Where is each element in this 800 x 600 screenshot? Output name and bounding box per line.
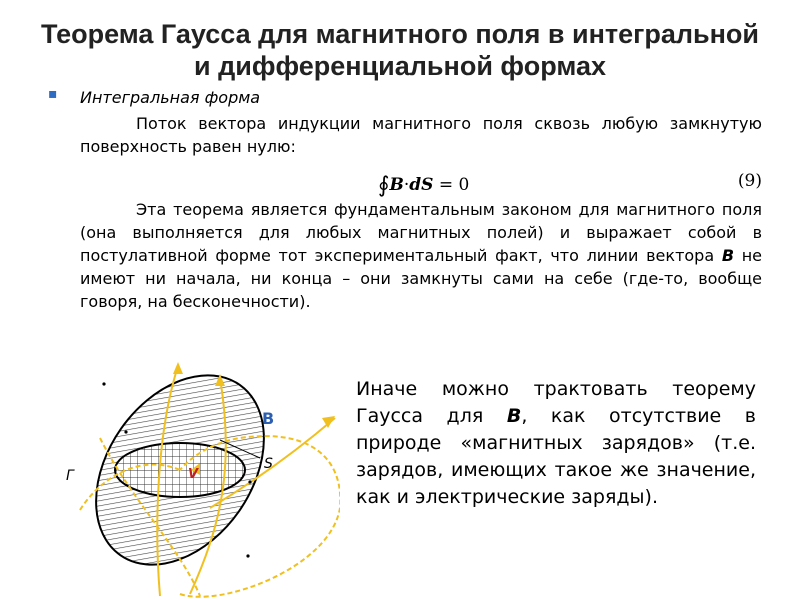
point-bottom	[246, 554, 249, 557]
alternative-interpretation-text	[356, 376, 756, 511]
point-top-left	[102, 382, 105, 385]
point-right	[248, 480, 251, 483]
right-text-before: Иначе можно трактовать теорему Гаусса для	[356, 378, 756, 427]
paragraph2-text-before: Эта теорема является фундаментальным законом для магнитного поля (она выполняется для любых магнитных полей) и выражает собой в постулативной форме тот экспериментальный факт, что линии вектора	[80, 200, 762, 265]
contour-integral-symbol: ∮	[378, 173, 390, 198]
equation-number: (9)	[737, 171, 762, 191]
gauss-equation	[378, 171, 469, 196]
subheading-integral-form: Интегральная форма	[80, 88, 261, 107]
paragraph2-vector-b: B	[721, 246, 735, 265]
bullet-icon: ▪	[48, 86, 58, 102]
label-b: B	[262, 409, 275, 428]
arrowhead-up-1	[173, 362, 183, 374]
right-text-vector-b: B	[506, 405, 522, 427]
vector-b: B	[389, 175, 404, 195]
right-text-after: , как отсутствие в природе «магнитных зарядов» (т.е. зарядов, имеющих такое же значение, как и электрические заряды).	[356, 405, 756, 508]
label-v: V	[188, 467, 199, 482]
point-left	[124, 430, 127, 433]
closed-surface-figure	[60, 358, 340, 598]
slide-title: Теорема Гаусса для магнитного поля в интегральной и дифференциальной формах	[40, 19, 760, 81]
dot-operator: ·	[403, 175, 410, 195]
vector-ds: dS	[409, 175, 434, 195]
paragraph-flux-statement	[80, 112, 762, 158]
label-s: S	[264, 456, 273, 472]
label-gamma: Г	[66, 468, 74, 484]
paragraph-theorem-explanation	[80, 198, 762, 313]
equation-rhs: = 0	[433, 175, 470, 195]
paragraph2-text-after: не имеют ни начала, ни конца – они замкнуты сами на себе (где-то, вообще говоря, на бесконечности).	[80, 246, 763, 311]
paragraph-flux-text: Поток вектора индукции магнитного поля сквозь любую замкнутую поверхность равен нулю:	[80, 114, 762, 156]
